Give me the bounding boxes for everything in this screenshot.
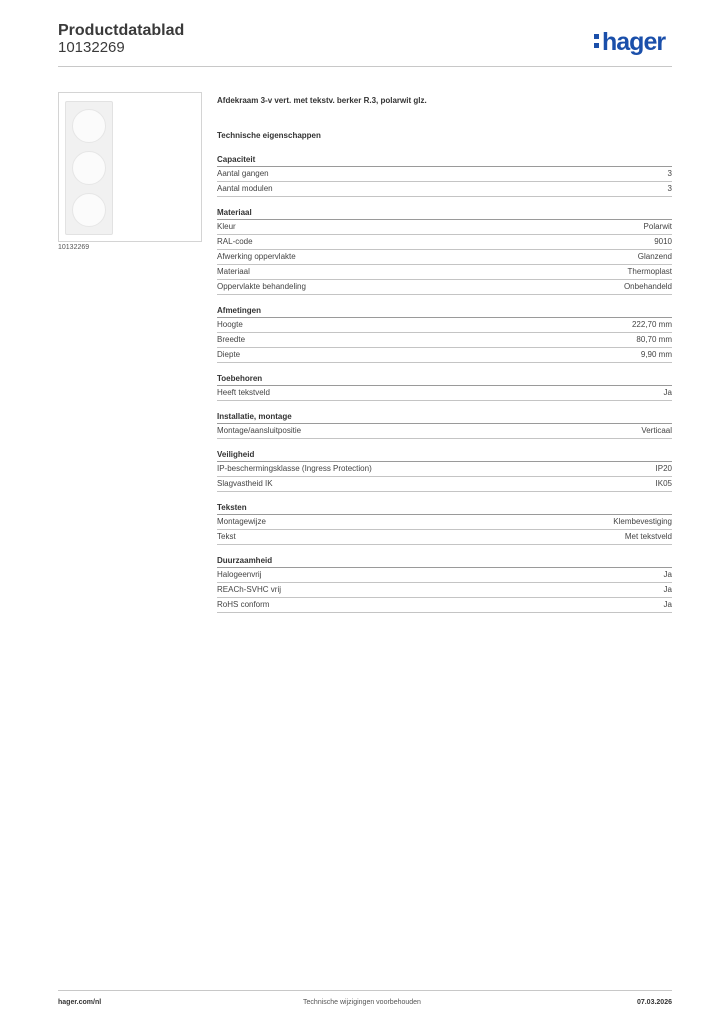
spec-value: 3 (667, 184, 672, 193)
spec-row (217, 182, 672, 197)
product-image-caption: 10132269 (58, 244, 90, 251)
socket-opening (72, 193, 106, 227)
section-title: Afmetingen (217, 305, 672, 318)
spec-row (217, 348, 672, 363)
spec-section (217, 154, 672, 197)
spec-value: Ja (663, 388, 672, 397)
document-title: Productdatablad (58, 22, 185, 39)
spec-row (217, 568, 672, 583)
spec-value: IK05 (655, 479, 672, 488)
logo-dots-icon (594, 33, 599, 53)
spec-row (217, 424, 672, 439)
spec-label: Diepte (217, 350, 241, 359)
spec-label: Montagewijze (217, 517, 266, 526)
spec-value: Onbehandeld (623, 282, 672, 291)
spec-label: RAL-code (217, 237, 253, 246)
cover-frame-plate (65, 101, 113, 235)
spec-label: Aantal modulen (217, 184, 273, 193)
spec-section (217, 207, 672, 295)
spec-value: Glanzend (637, 252, 672, 261)
spec-row (217, 235, 672, 250)
footer-date: 07.03.2026 (636, 999, 672, 1006)
spec-row (217, 220, 672, 235)
hager-logo (594, 27, 665, 57)
spec-value: Polarwit (643, 222, 672, 231)
spec-label: RoHS conform (217, 600, 270, 609)
spec-label: Kleur (217, 222, 236, 231)
specifications (217, 95, 672, 613)
spec-value: Klembevestiging (613, 517, 672, 526)
spec-label: Montage/aansluitpositie (217, 426, 302, 435)
spec-label: Heeft tekstveld (217, 388, 270, 397)
section-title: Veiligheid (217, 449, 672, 462)
spec-row (217, 598, 672, 613)
spec-value: 80,70 mm (636, 335, 672, 344)
spec-label: IP-beschermingsklasse (Ingress Protection) (217, 464, 372, 473)
spec-value: 9,90 mm (640, 350, 672, 359)
spec-section (217, 411, 672, 439)
spec-row (217, 333, 672, 348)
spec-label: Aantal gangen (217, 169, 269, 178)
product-description: Afdekraam 3-v vert. met tekstv. berker R.3, polarwit glz. (217, 96, 427, 105)
logo-text: hager (602, 28, 666, 56)
header-divider (58, 66, 672, 67)
spec-section (217, 373, 672, 401)
spec-row (217, 265, 672, 280)
footer-website: hager.com/nl (58, 999, 102, 1006)
spec-row (217, 515, 672, 530)
spec-row (217, 583, 672, 598)
spec-section (217, 449, 672, 492)
spec-value: Met tekstveld (624, 532, 672, 541)
spec-sections (217, 154, 672, 613)
spec-row (217, 167, 672, 182)
spec-label: Tekst (217, 532, 236, 541)
spec-row (217, 386, 672, 401)
section-title: Teksten (217, 502, 672, 515)
spec-row (217, 530, 672, 545)
spec-value: IP20 (655, 464, 672, 473)
spec-label: Oppervlakte behandeling (217, 282, 306, 291)
section-title: Capaciteit (217, 154, 672, 167)
section-title: Duurzaamheid (217, 555, 672, 568)
specs-heading: Technische eigenschappen (217, 131, 321, 140)
spec-value: Thermoplast (627, 267, 672, 276)
spec-row (217, 250, 672, 265)
spec-value: 222,70 mm (631, 320, 672, 329)
spec-row (217, 462, 672, 477)
spec-row (217, 280, 672, 295)
spec-value: 3 (667, 169, 672, 178)
spec-label: REACh-SVHC vrij (217, 585, 282, 594)
spec-label: Slagvastheid IK (217, 479, 273, 488)
footer-divider (58, 990, 672, 991)
socket-opening (72, 109, 106, 143)
product-image (58, 92, 202, 242)
footer-disclaimer: Technische wijzigingen voorbehouden (303, 999, 421, 1006)
spec-value: Ja (663, 570, 672, 579)
spec-label: Breedte (217, 335, 246, 344)
spec-row (217, 477, 672, 492)
spec-value: Verticaal (641, 426, 672, 435)
spec-row (217, 318, 672, 333)
section-title: Toebehoren (217, 373, 672, 386)
socket-opening (72, 151, 106, 185)
document-product-code: 10132269 (58, 39, 125, 56)
spec-value: 9010 (654, 237, 672, 246)
spec-label: Halogeenvrij (217, 570, 262, 579)
spec-section (217, 555, 672, 613)
section-title: Materiaal (217, 207, 672, 220)
spec-label: Afwerking oppervlakte (217, 252, 296, 261)
spec-label: Hoogte (217, 320, 243, 329)
spec-label: Materiaal (217, 267, 250, 276)
spec-section (217, 502, 672, 545)
spec-section (217, 305, 672, 363)
section-title: Installatie, montage (217, 411, 672, 424)
spec-value: Ja (663, 585, 672, 594)
spec-value: Ja (663, 600, 672, 609)
